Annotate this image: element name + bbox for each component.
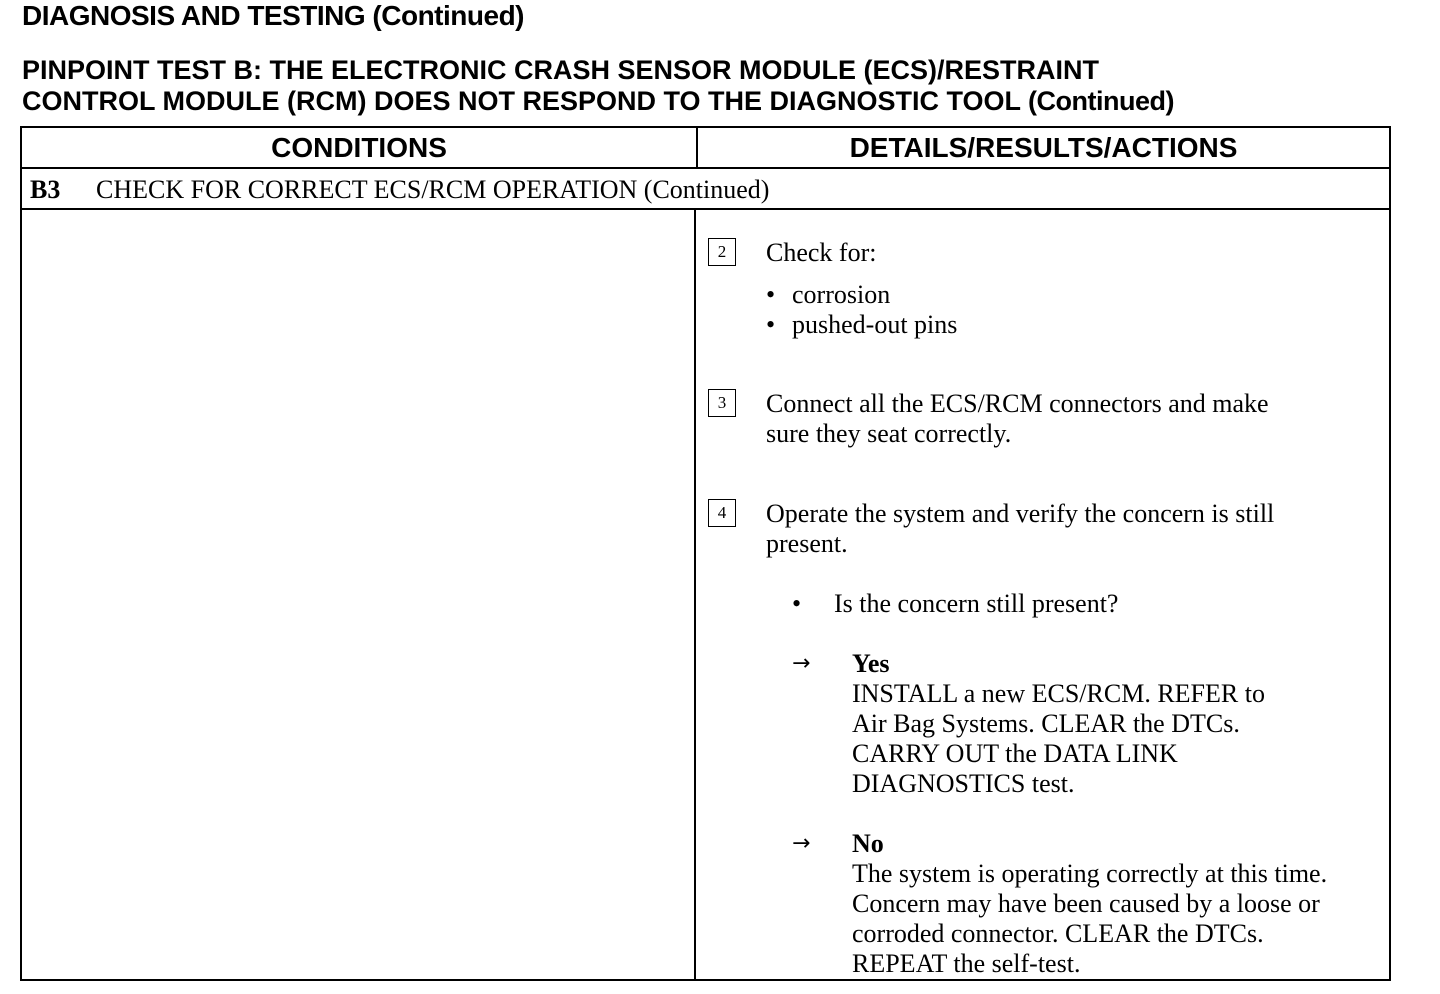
details-cell bbox=[696, 210, 1389, 979]
step-text-line: sure they seat correctly. bbox=[766, 419, 1012, 448]
pinpoint-test-title bbox=[22, 55, 1174, 117]
details-column-header: DETAILS/RESULTS/ACTIONS bbox=[849, 132, 1238, 163]
no-label: No bbox=[852, 829, 884, 858]
no-action-line: corroded connector. CLEAR the DTCs. bbox=[852, 919, 1264, 948]
conditions-cell bbox=[22, 210, 694, 979]
pinpoint-test-table bbox=[20, 126, 1391, 981]
step-number-box: 2 bbox=[708, 238, 736, 266]
yes-label: Yes bbox=[852, 649, 890, 678]
step-text-line: Connect all the ECS/RCM connectors and make bbox=[766, 389, 1269, 418]
test-title-line-1: PINPOINT TEST B: THE ELECTRONIC CRASH SENSOR MODULE (ECS)/RESTRAINT bbox=[22, 55, 1100, 85]
yes-action-line: INSTALL a new ECS/RCM. REFER to bbox=[852, 679, 1265, 708]
check-bullet-text: corrosion bbox=[792, 280, 891, 309]
step-number-box: 3 bbox=[708, 389, 736, 417]
no-action-line: REPEAT the self-test. bbox=[852, 949, 1081, 978]
yes-action-line: DIAGNOSTICS test. bbox=[852, 769, 1075, 798]
step-id: B3 bbox=[30, 175, 61, 204]
step-number-box: 4 bbox=[708, 499, 736, 527]
step-text: Check for: bbox=[766, 238, 877, 267]
test-title-line-2-main: CONTROL MODULE (RCM) DOES NOT RESPOND TO THE DIAGNOSTIC TOOL bbox=[22, 86, 1021, 116]
yes-action-line: Air Bag Systems. CLEAR the DTCs. bbox=[852, 709, 1240, 738]
page-heading: DIAGNOSIS AND TESTING (Continued) bbox=[22, 0, 524, 31]
check-bullet-text: pushed-out pins bbox=[792, 310, 958, 339]
conditions-column-header: CONDITIONS bbox=[271, 132, 447, 163]
step-title-row bbox=[30, 170, 769, 210]
check-bullet: • pushed-out pins bbox=[766, 310, 958, 339]
yes-arrow-icon: → bbox=[792, 651, 811, 676]
no-action-line: The system is operating correctly at this time. bbox=[852, 859, 1328, 888]
no-arrow-icon: → bbox=[792, 831, 811, 856]
question-text: Is the concern still present? bbox=[834, 589, 1119, 618]
step-text-line: present. bbox=[766, 529, 848, 558]
test-title-line-2 bbox=[22, 86, 1174, 117]
check-bullet: • corrosion bbox=[766, 280, 891, 309]
step-title: CHECK FOR CORRECT ECS/RCM OPERATION (Continued) bbox=[96, 175, 770, 204]
question: • Is the concern still present? bbox=[792, 589, 1119, 618]
step-text-line: Operate the system and verify the concern is still bbox=[766, 499, 1275, 528]
test-title-continued: (Continued) bbox=[1028, 86, 1174, 116]
no-action-line: Concern may have been caused by a loose or bbox=[852, 889, 1320, 918]
yes-action-line: CARRY OUT the DATA LINK bbox=[852, 739, 1178, 768]
